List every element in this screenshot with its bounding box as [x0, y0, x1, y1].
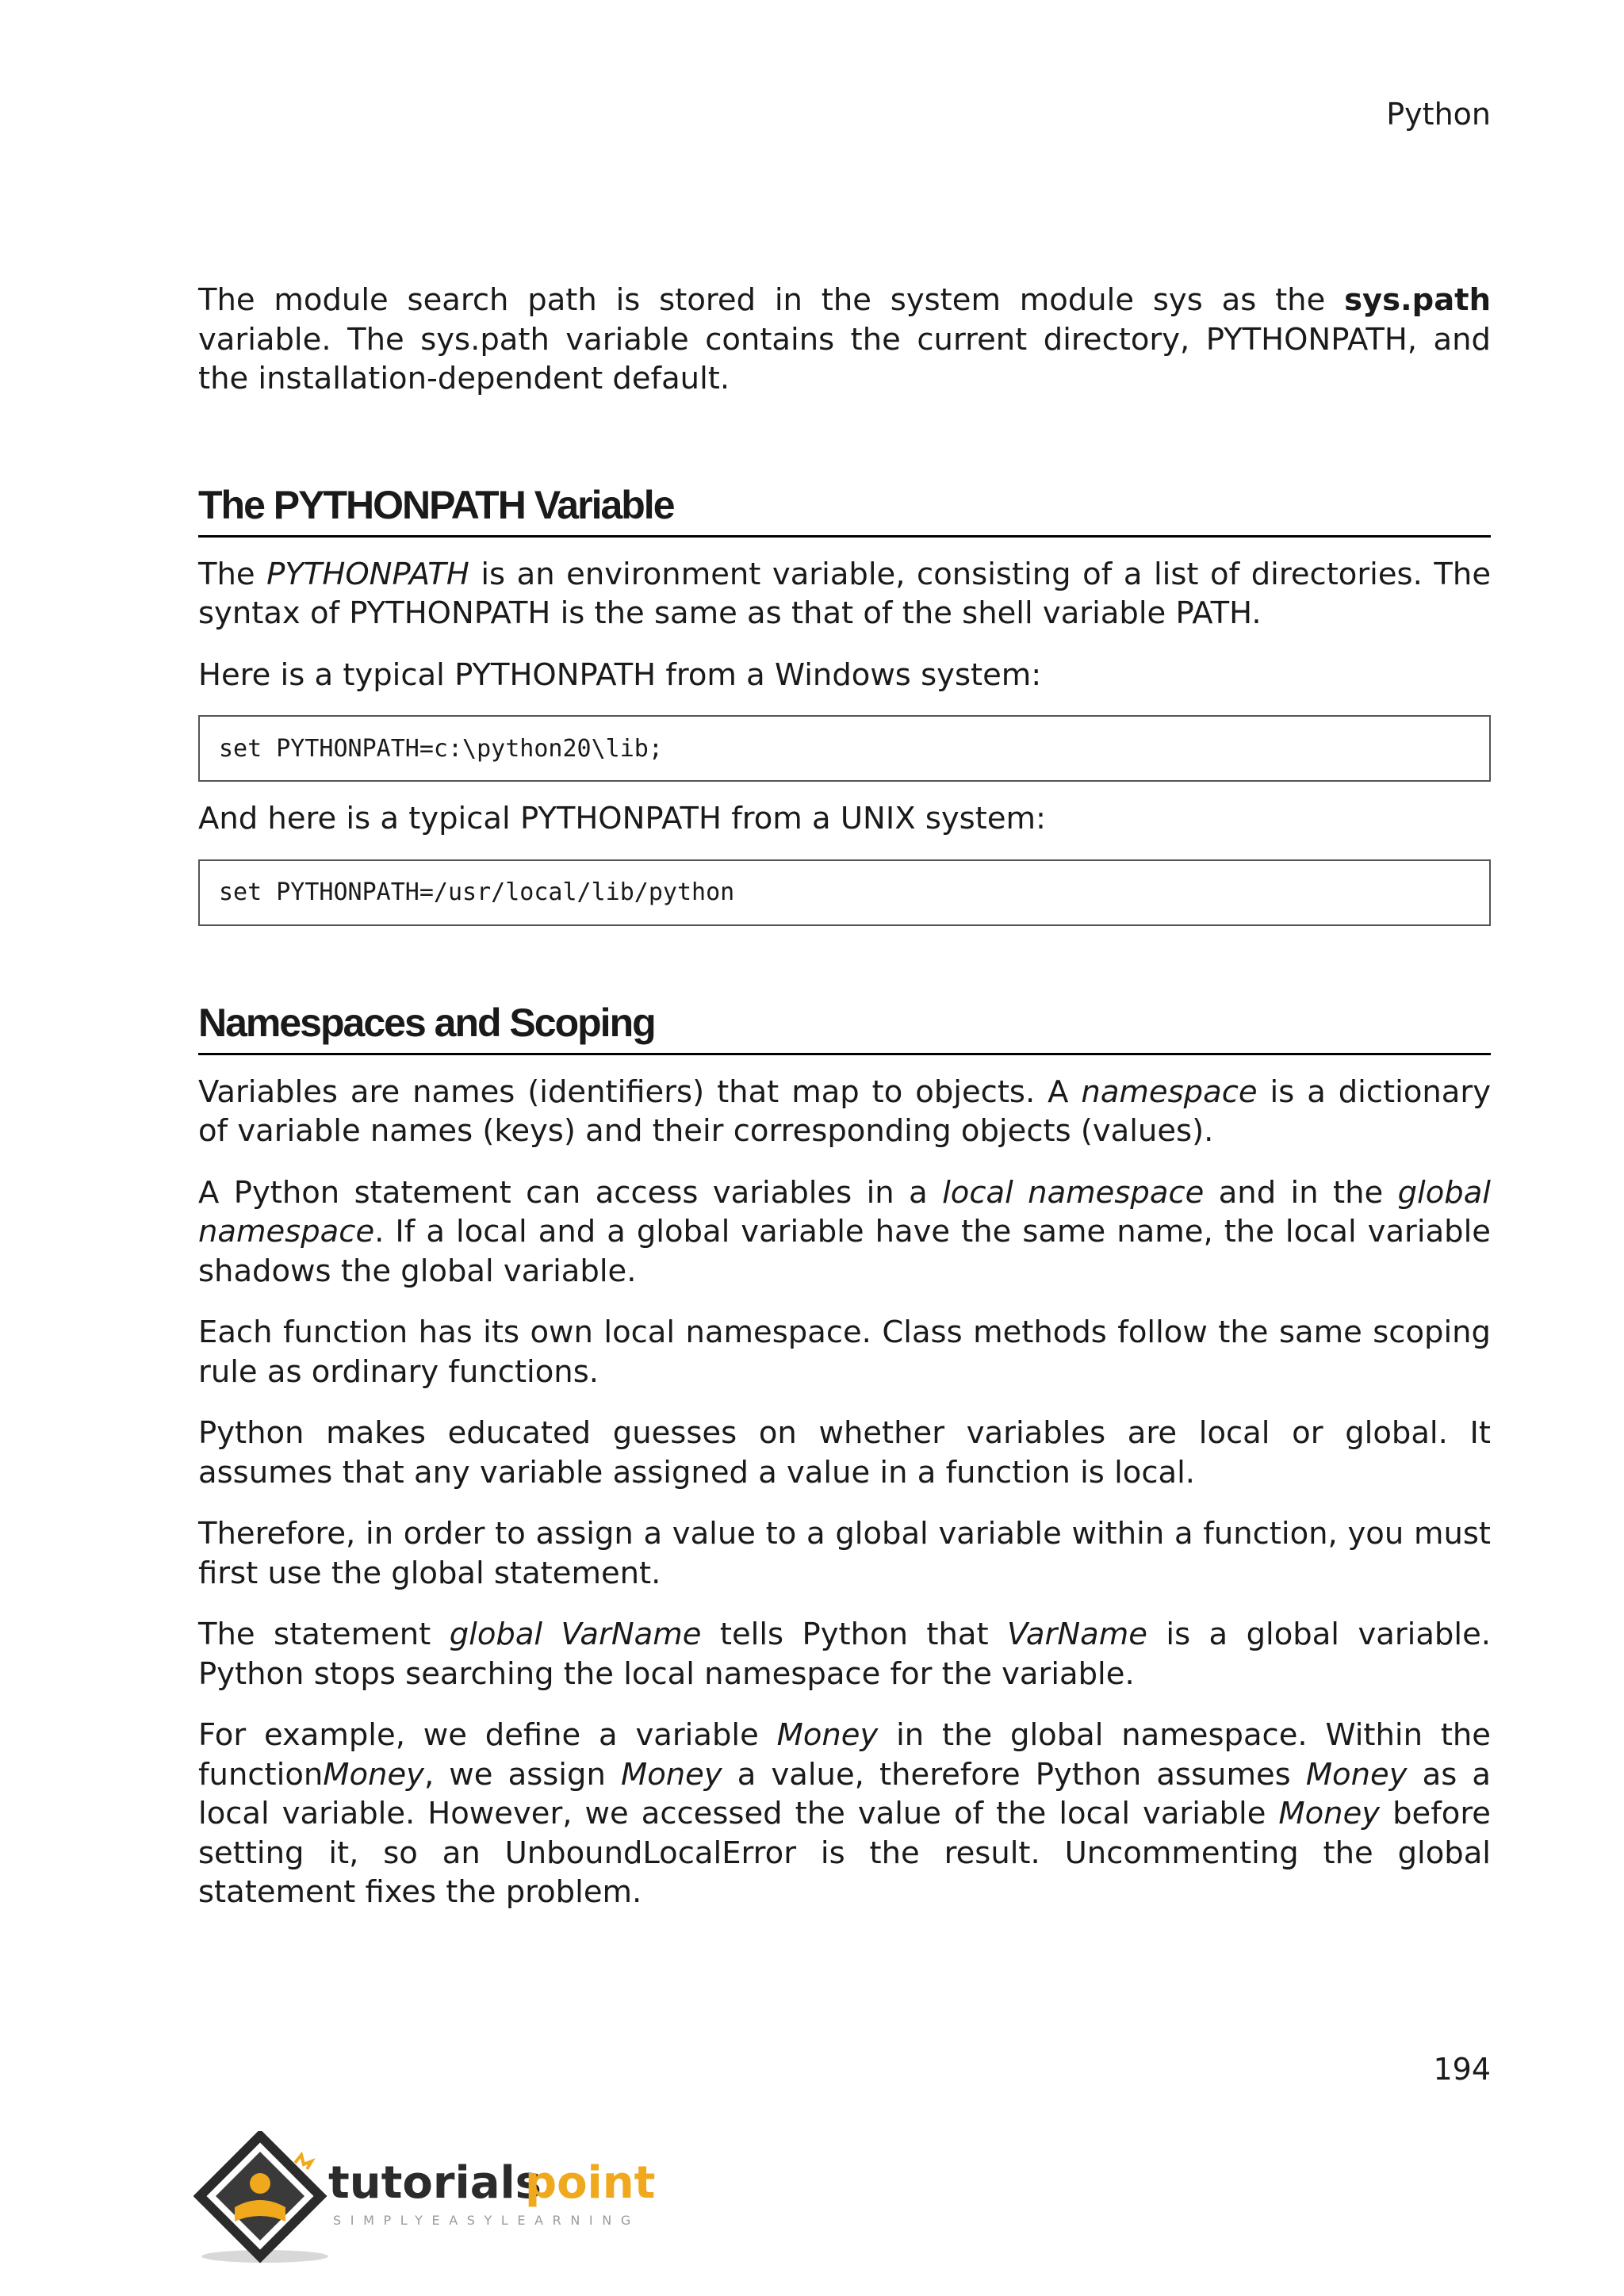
logo-word-point: point — [525, 2157, 656, 2209]
page-content — [198, 281, 1491, 1934]
code-block-windows — [198, 715, 1491, 782]
running-header-title: Python — [1386, 97, 1491, 132]
section-heading-namespaces: Namespaces and Scoping — [198, 999, 1491, 1055]
code-line: set PYTHONPATH=/usr/local/lib/python — [219, 878, 735, 906]
logo-tagline: SIMPLYEASYLEARNING — [333, 2213, 640, 2228]
pythonpath-definition-paragraph: The PYTHONPATH is an environment variable, consisting of a list of directories. The syntax of PYTHONPATH is the same as that of the shell variable PATH. — [198, 556, 1492, 631]
unix-example-intro: And here is a typical PYTHONPATH from a UNIX system: — [198, 801, 1046, 836]
global-statement-paragraph: Therefore, in order to assign a value to a global variable within a function, you must first use the global statement. — [198, 1516, 1491, 1591]
code-block-unix — [198, 859, 1491, 926]
local-global-paragraph: A Python statement can access variables in a local namespace and in the global namespace. If a local and a global variable have the same name, the local variable shadows the global variable. — [198, 1174, 1491, 1289]
money-example-paragraph: For example, we define a variable Money in the global namespace. Within the functionMoney, we assign Money a value, therefore Python assumes Money as a local variable. However, we accessed the value of the local variable Money before setting it, so an UnboundLocalError is the result. Uncommenting the global statement fixes the problem. — [198, 1717, 1491, 1910]
code-line: set PYTHONPATH=c:\python20\lib; — [219, 734, 663, 763]
section-heading-pythonpath: The PYTHONPATH Variable — [198, 481, 1491, 538]
logo-word-tutorials: tutorials — [328, 2157, 542, 2209]
person-icon — [250, 2173, 270, 2194]
tutorialspoint-logo — [193, 2131, 685, 2266]
function-namespace-paragraph: Each function has its own local namespace. Class methods follow the same scoping rule as ordinary functions. — [198, 1314, 1491, 1390]
page-number: 194 — [1433, 2052, 1491, 2087]
namespace-definition-paragraph: Variables are names (identifiers) that map to objects. A namespace is a dictionary of variable names (keys) and their corresponding objects (values). — [198, 1073, 1491, 1149]
sys-path-term: sys.path — [1344, 282, 1491, 318]
intro-paragraph: The module search path is stored in the system module sys as the sys.path variable. The sys.path variable contains the current directory, PYTHONPATH, and the installation-dependent default. — [198, 282, 1491, 396]
windows-example-intro: Here is a typical PYTHONPATH from a Windows system: — [198, 656, 1042, 693]
educated-guess-paragraph: Python makes educated guesses on whether variables are local or global. It assumes that any variable assigned a value in a function is local. — [198, 1415, 1491, 1490]
varname-paragraph: The statement global VarName tells Python that VarName is a global variable. Python stops searching the local namespace for the variable. — [198, 1617, 1491, 1692]
